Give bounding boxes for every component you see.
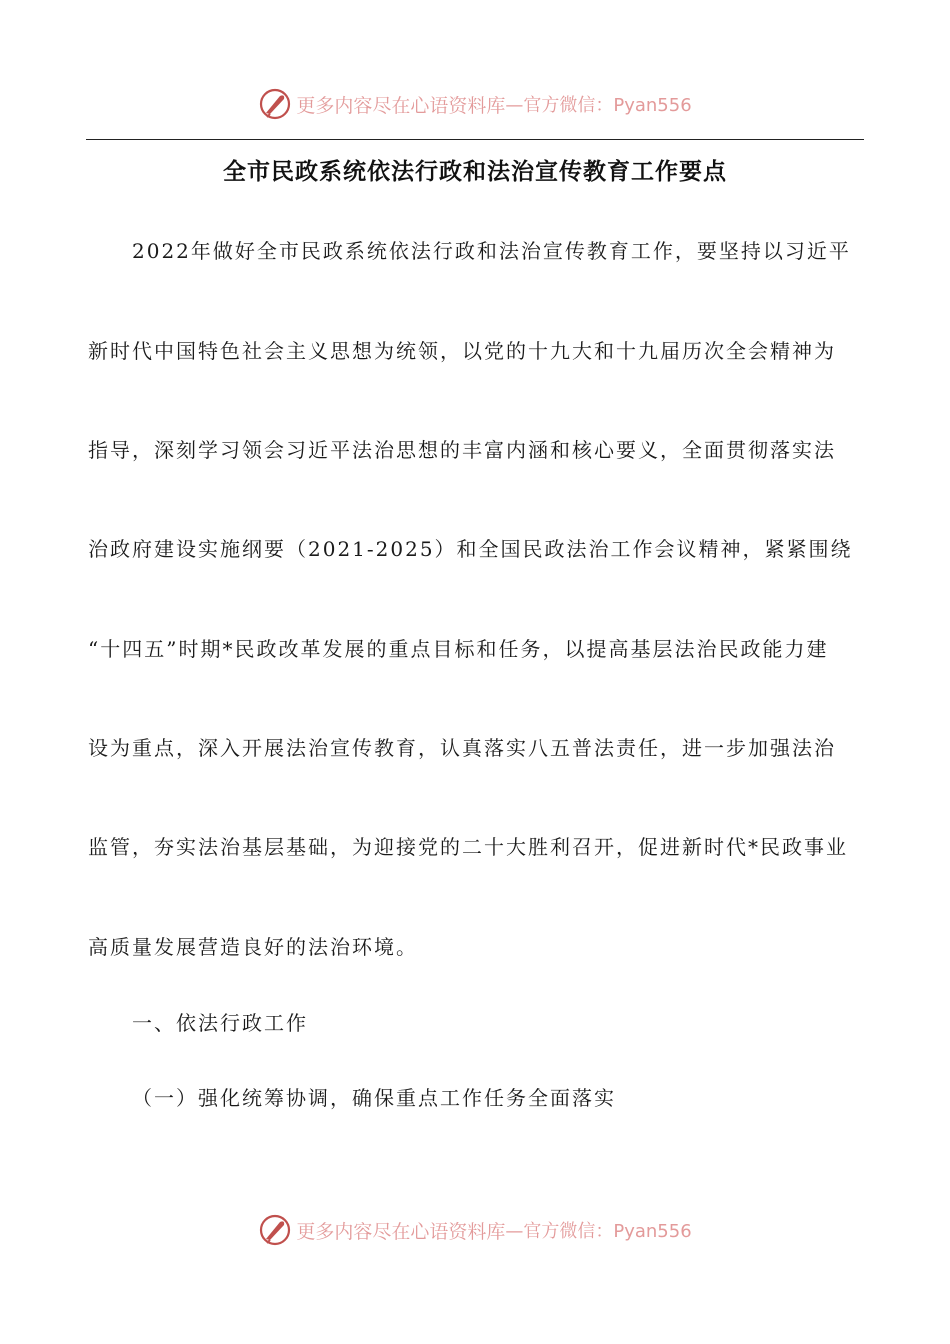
paragraph-line: 2022年做好全市民政系统依法行政和法治宣传教育工作，要坚持以习近平 bbox=[132, 239, 851, 263]
paragraph-line: “十四五”时期*民政改革发展的重点目标和任务，以提高基层法治民政能力建 bbox=[88, 637, 829, 661]
quill-pen-icon bbox=[258, 87, 292, 121]
header-divider bbox=[86, 139, 864, 140]
subsection-heading: （一）强化统筹协调，确保重点工作任务全面落实 bbox=[132, 1086, 616, 1110]
footer-banner bbox=[0, 1208, 950, 1252]
header-banner bbox=[0, 82, 950, 126]
document-title: 全市民政系统依法行政和法治宣传教育工作要点 bbox=[223, 159, 727, 185]
paragraph-line: 高质量发展营造良好的法治环境。 bbox=[88, 935, 418, 959]
quill-pen-icon bbox=[258, 1213, 292, 1247]
footer-brand-text: 更多内容尽在心语资料库 bbox=[296, 1220, 506, 1243]
paragraph-line: 监管，夯实法治基层基础，为迎接党的二十大胜利召开，促进新时代*民政事业 bbox=[88, 835, 848, 859]
footer-contact-text: —官方微信：Pyan556 bbox=[505, 1221, 692, 1242]
section-heading: 一、依法行政工作 bbox=[132, 1011, 308, 1035]
paragraph-line: 指导，深刻学习领会习近平法治思想的丰富内涵和核心要义，全面贯彻落实法 bbox=[88, 438, 836, 462]
paragraph-line: 治政府建设实施纲要（2021-2025）和全国民政法治工作会议精神，紧紧围绕 bbox=[88, 537, 853, 561]
header-contact-text: —官方微信：Pyan556 bbox=[505, 95, 692, 116]
paragraph-line: 设为重点，深入开展法治宣传教育，认真落实八五普法责任，进一步加强法治 bbox=[88, 736, 836, 760]
header-brand-text: 更多内容尽在心语资料库 bbox=[296, 94, 506, 117]
paragraph-line: 新时代中国特色社会主义思想为统领，以党的十九大和十九届历次全会精神为 bbox=[88, 339, 836, 363]
